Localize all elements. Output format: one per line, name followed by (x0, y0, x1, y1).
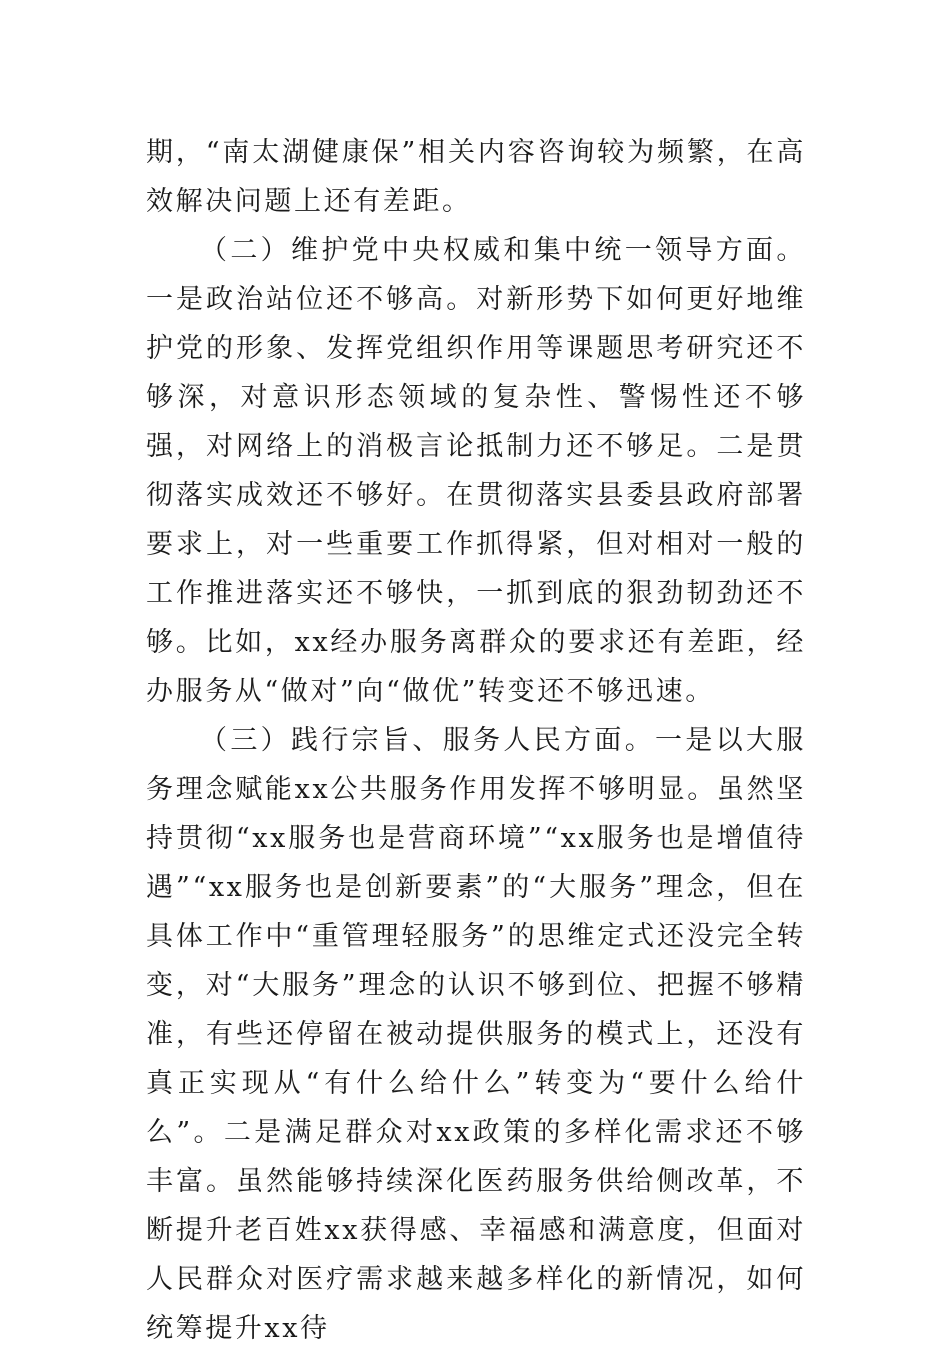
document-body (146, 128, 806, 1353)
paragraph-continuation: 期，“南太湖健康保”相关内容咨询较为频繁，在高效解决问题上还有差距。 (146, 137, 806, 217)
paragraph-section-2: （二）维护党中央权威和集中统一领导方面。一是政治站位还不够高。对新形势下如何更好地维护党的形象、发挥党组织作用等课题思考研究还不够深，对意识形态领域的复杂性、警惕性还不够强，对网络上的消极言论抵制力还不够足。二是贯彻落实成效还不够好。在贯彻落实县委县政府部署要求上，对一些重要工作抓得紧，但对相对一般的工作推进落实还不够快，一抓到底的狠劲韧劲还不够。比如，xx经办服务离群众的要求还有差距，经办服务从“做对”向“做优”转变还不够迅速。 (146, 235, 806, 707)
paragraph-section-3: （三）践行宗旨、服务人民方面。一是以大服务理念赋能xx公共服务作用发挥不够明显。虽然坚持贯彻“xx服务也是营商环境”“xx服务也是增值待遇”“xx服务也是创新要素”的“大服务”理念，但在具体工作中“重管理轻服务”的思维定式还没完全转变，对“大服务”理念的认识不够到位、把握不够精准，有些还停留在被动提供服务的模式上，还没有真正实现从“有什么给什么”转变为“要什么给什么”。二是满足群众对xx政策的多样化需求还不够丰富。虽然能够持续深化医药服务供给侧改革，不断提升老百姓xx获得感、幸福感和满意度，但面对人民群众对医疗需求越来越多样化的新情况，如何统筹提升xx待 (146, 725, 806, 1344)
